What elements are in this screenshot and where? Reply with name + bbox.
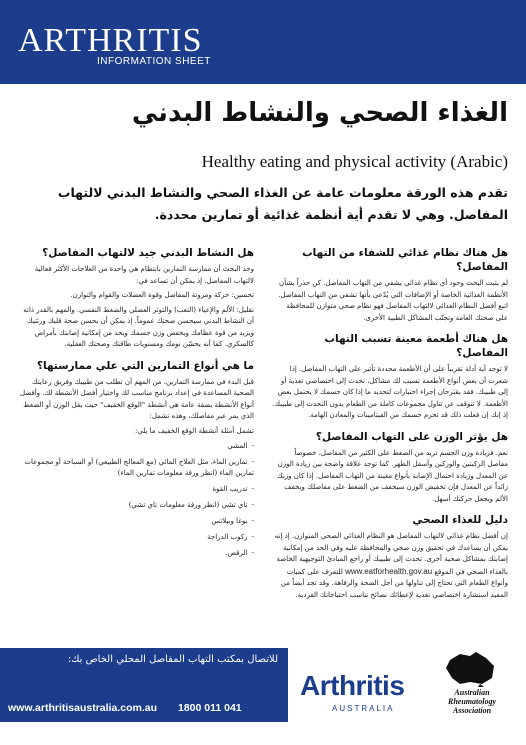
eatforhealth-link[interactable]: www.eatforhealth.gov.au xyxy=(345,566,433,576)
list-item: - يوغا وبيلاتس xyxy=(18,516,254,527)
map-icon xyxy=(436,650,508,688)
left-column xyxy=(18,246,254,567)
list-item: - تاي تشي (انظر ورقة معلومات تاي تشي) xyxy=(18,500,254,511)
right-column xyxy=(272,246,508,609)
paragraph-text: للتعرف على كميات وأنواع الطعام التي تحتاج إلى تناولها من أجل الصحة والرفاهة. وقد تجد أيضاً من المفيد استشارة اختصاصي تغذية لإعطائك نصائح تناسب احتياجاتك الفردية. xyxy=(280,567,508,599)
footer-contact-bar xyxy=(0,648,288,722)
arthritis-australia-logo xyxy=(300,668,420,720)
footer-website-link[interactable]: www.arthritisaustralia.com.au xyxy=(8,702,157,714)
logo-text xyxy=(436,688,508,715)
section-heading: هل يؤثر الوزن على التهاب المفاصل؟ xyxy=(315,430,508,443)
intro-text: تقدم هذه الورقة معلومات عامة عن الغذاء الصحي والنشاط البدني لالتهاب المفاصل. وهي لا تقدم أية أنظمة غذائية أو تمارين محددة. xyxy=(57,185,508,222)
logo-line: Australian xyxy=(454,688,490,697)
list-item: - المشي xyxy=(18,441,254,452)
section-paragraph: تشمل أمثلة أنشطة الوقع الخفيف ما يلي: xyxy=(134,426,254,435)
rheumatology-association-logo xyxy=(436,650,508,726)
logo-subtext: AUSTRALIA xyxy=(332,704,395,713)
section-heading: هل هناك أطعمة معينة تسبب التهاب المفاصل؟ xyxy=(324,333,508,359)
list-item: - تمارين الماء، مثل العلاج المائي (مع المعالج الطبيعي) أو السباحة أو مجموعات تمارين الماء (انظر ورقة معلومات تمارين الماء) xyxy=(18,457,254,479)
footer-phone-number[interactable]: 1800 011 041 xyxy=(178,702,242,714)
page-title-arabic: الغذاء الصحي والنشاط البدني xyxy=(131,98,508,128)
list-item: - تدريب القوة xyxy=(18,484,254,495)
brand-title: ARTHRITIS xyxy=(18,22,203,59)
section-weight xyxy=(272,430,508,506)
page-title-english: Healthy eating and physical activity (Arabic) xyxy=(201,152,508,171)
section-foods-cause xyxy=(272,332,508,422)
section-healthy-eating-guide xyxy=(272,513,508,601)
section-heading: هل هناك نظام غذائي للشفاء من التهاب المفاصل؟ xyxy=(302,247,508,273)
brand-subtitle: INFORMATION SHEET xyxy=(97,56,211,67)
header-banner xyxy=(0,0,526,84)
logo-line: Rheumatology xyxy=(447,697,496,706)
section-paragraph xyxy=(272,531,508,601)
section-paragraph: قبل البدء في ممارسة التمارين، من المهم أن تطلب من طبيبك وفريق رعايتك الصحية المساعدة في إعداد برنامج مناسب لك واختيار أفضل الأنشطة لك. وأفضل أنواع الأنشطة بصفة عامة هي أنشطة "الوقع الخفيف" حيث يقل الوزن أو الضغط الذي يمر عبر مفاصلك، وهذه تشمل: xyxy=(20,377,254,420)
section-heading: دليل للغذاء الصحي xyxy=(412,514,508,526)
section-paragraph: لم يثبت البحث وجود أي نظام غذائي يشفي من التهاب المفاصل. كن حذراً بشأن الأنظمة الغذائية الخاصة أو الإضافات التي يُدّعى بأنها تشفي من التهاب المفاصل. اتبع أفضل النظام الغذائي لالتهاب المفاصل فهو نظام صحي متوازن للمحافظة على صحتك العامة وتجنّب المشاكل الطبية الأخرى. xyxy=(278,279,508,322)
section-paragraph: تحسين: حركة ومرونة المفاصل وقوة العضلات والقوام والتوازن. xyxy=(70,291,254,299)
section-diet-cure xyxy=(272,246,508,324)
section-paragraph: تقليل: الألم والإعياء (التعب) والتوتر العضلي والضغط النفسي. والمهم بالقدر ذاته أن النشاط البدني سيحسن صحتك عموماً. إذ يمكن أن يحسن صحة قلبك ورئتيك ويزيد من قوة عظامك ويخفض وزن جسمك ويحد من إمكانية إصابتك بأمراض كالسكري. كما أنه يحسّن نومك ومستويات طاقتك وصحتك العقلية. xyxy=(23,305,254,348)
section-heading: ما هي أنواع التمارين التي علي ممارستها؟ xyxy=(36,359,254,372)
list-item: - ركوب الدراجة xyxy=(18,532,254,543)
logo-line: Association xyxy=(452,706,492,715)
section-paragraph: وجد البحث أن ممارسة التمارين بانتظام هي واحدة من العلاجات الأكثر فعالية لالتهاب المفاصل. إذ يمكن أن تساعد في: xyxy=(34,265,254,285)
contact-text: للاتصال بمكتب التهاب المفاصل المحلي الخاص بك: xyxy=(67,654,278,665)
list-item: - الرقص. xyxy=(18,548,254,559)
section-paragraph: نعم. فزيادة وزن الجسم تزيد من الضغط على الكثير من المفاصل، خصوصاً مفاصل الركبتين والوركين وأسفل الظهر. كما توجد علاقة واضحة بين زيادة الوزن عن المعدل وزيادة احتمال الإصابة بأنواع معينة من التهاب المفاصل. إذا كان وزنك زائداً عن المعدل فإن تخفيض الوزن سيخفف من الضغط على مفاصلك ويخفف الألم ويجعل حركتك أسهل. xyxy=(276,448,508,503)
logo-wordmark: Arthritis xyxy=(300,670,405,701)
section-heading: هل النشاط البدني جيد لالتهاب المفاصل؟ xyxy=(42,247,254,259)
section-physical-activity xyxy=(18,246,254,351)
activities-list xyxy=(18,441,254,559)
paragraph-text: إن أفضل نظام غذائي لالتهاب المفاصل هو النظام الغذائي الصحي المتوازن. إذ إنه يمكن أن يساعدك في تحقيق وزن صحي والمحافظة عليه وفي الحد من إمكانية إصابتك بمشاكل صحية أخرى. تحدث إلى طبيبك أو راجع المبادئ التوجيهية الخاصة بالغذاء الصحي في الموقع xyxy=(274,532,508,576)
section-paragraph: لا توجد أية أدلة تقريباً على أن الأطعمة محددة تأثير على التهاب المفاصل. إذا شعرت أن بعض أنواع الأطعمة تسبب لك مشاكل، تحدث إلى اختصاصي تغذية أو إلى طبيبك. فقد يقترحان إجراء اختبارات لتحديد ما إذا كان جسمك لا يحتمل بعض الأطعمة. لا تتوقف عن تناول مجموعات كاملة من الطعام بدون التحدث إلى طبيبك. إذ إنك إن فعلت ذلك قد تحرم جسمك من الفيتامينات والمعادن الهامة. xyxy=(272,365,508,419)
section-exercise-types xyxy=(18,359,254,560)
